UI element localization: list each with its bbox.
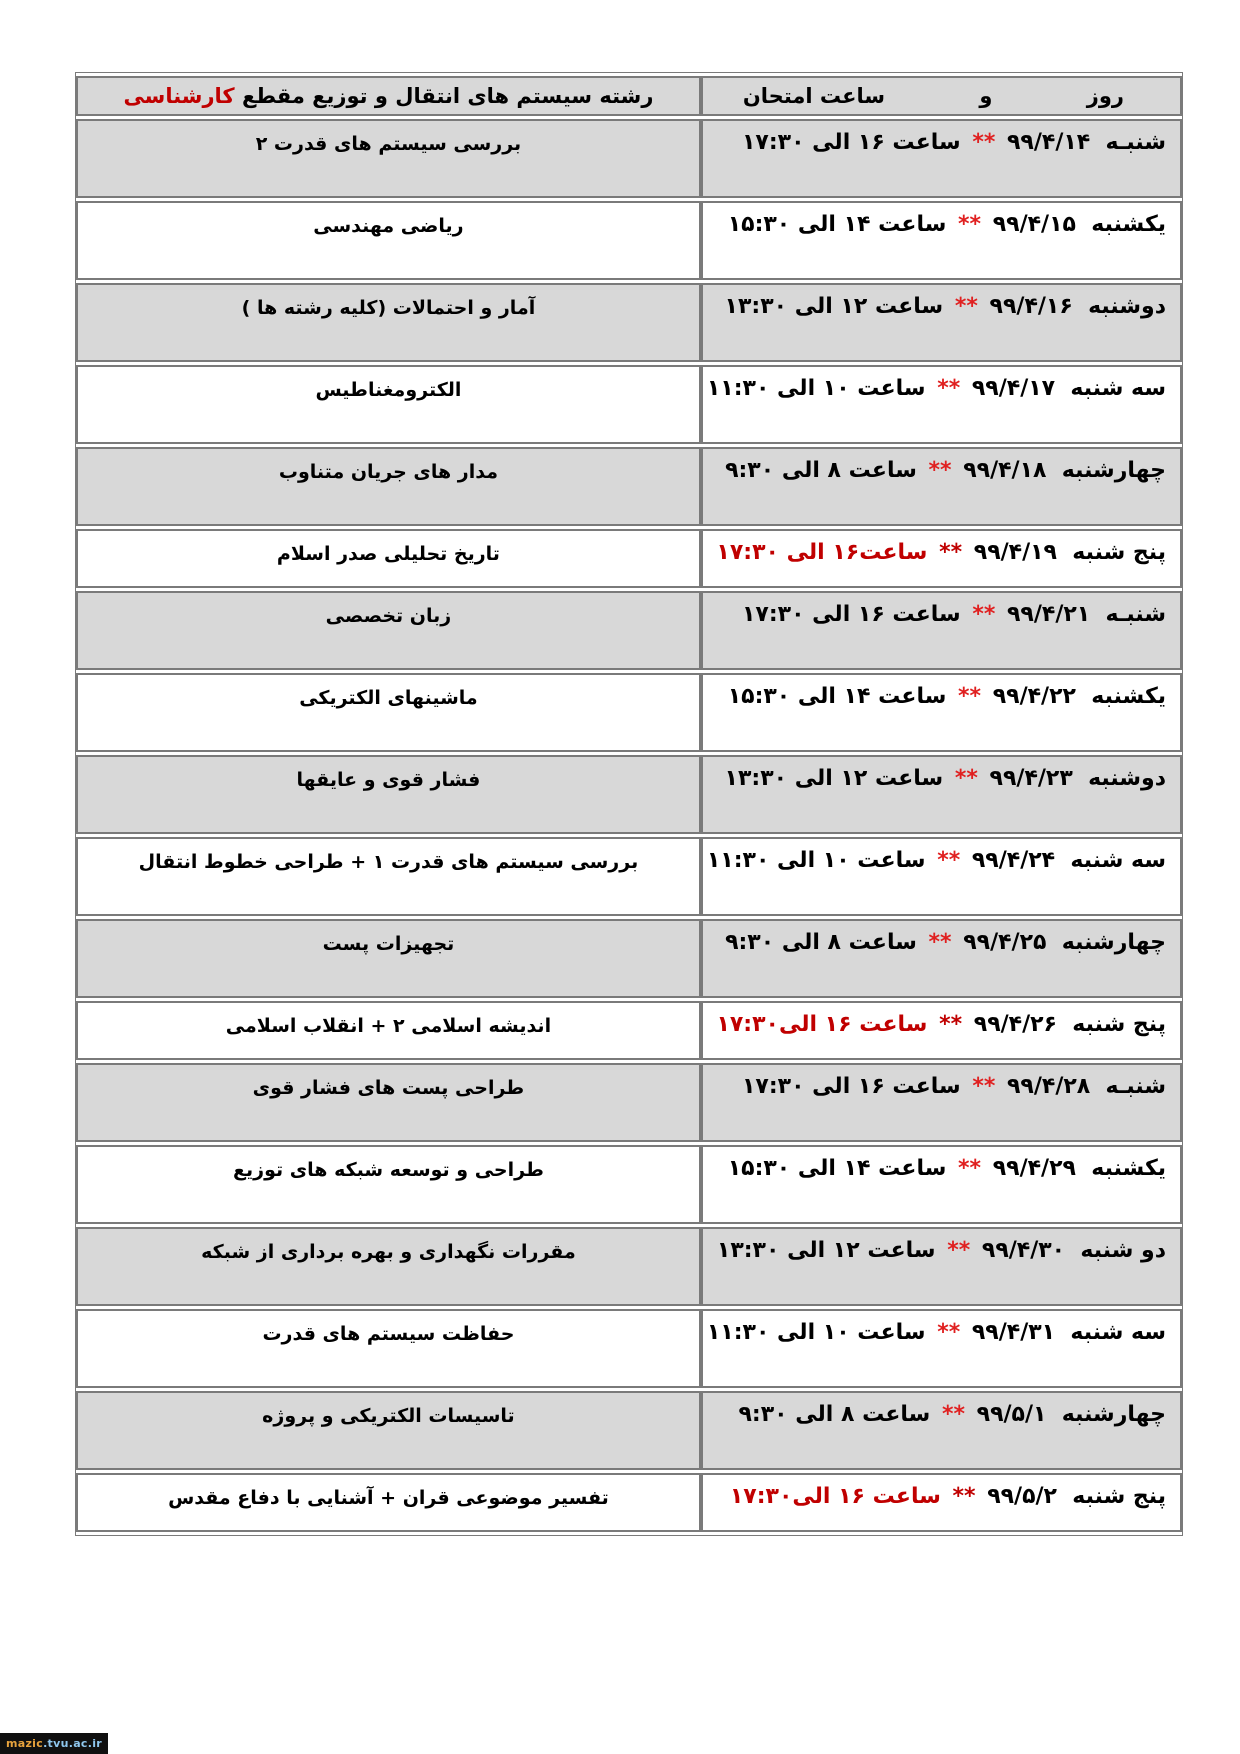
course-name: بررسی سیستم های قدرت ۱ + طراحی خطوط انتقال bbox=[138, 851, 639, 873]
table-row bbox=[76, 919, 1182, 998]
course-name: آمار و احتمالات (کلیه رشته ها ) bbox=[241, 297, 536, 319]
time-text: ساعت ۱۶ الی۱۷:۳۰ bbox=[716, 1012, 928, 1037]
asterisks: ** bbox=[954, 766, 978, 791]
asterisks: ** bbox=[958, 1156, 982, 1181]
asterisks: ** bbox=[958, 684, 982, 709]
time-text: ساعت ۱۲ الی ۱۳:۳۰ bbox=[716, 1238, 936, 1263]
course-cell bbox=[76, 591, 701, 670]
day-time-cell bbox=[701, 837, 1182, 916]
course-cell bbox=[76, 1145, 701, 1224]
time-text: ساعت ۱۰ الی ۱۱:۳۰ bbox=[706, 848, 926, 873]
day-date-text: شنبـه ۹۹/۴/۲۱ bbox=[1007, 602, 1166, 627]
course-cell bbox=[76, 837, 701, 916]
course-name: مقررات نگهداری و بهره برداری از شبکه bbox=[201, 1241, 576, 1263]
watermark-site-suffix: .tvu.ac.ir bbox=[43, 1737, 103, 1750]
day-time-cell bbox=[701, 1309, 1182, 1388]
day-time-cell bbox=[701, 201, 1182, 280]
course-name: تاسیسات الکتریکی و پروژه bbox=[262, 1405, 515, 1427]
table-row bbox=[76, 1145, 1182, 1224]
day-date-text: چهارشنبه ۹۹/۴/۱۸ bbox=[963, 458, 1166, 483]
table-row bbox=[76, 591, 1182, 670]
course-name: طراحی پست های فشار قوی bbox=[252, 1077, 525, 1099]
day-time-cell bbox=[701, 365, 1182, 444]
time-text: ساعت ۱۲ الی ۱۳:۳۰ bbox=[724, 294, 944, 319]
exam-schedule bbox=[75, 72, 1183, 1536]
day-label: روز bbox=[1086, 84, 1124, 108]
table-row bbox=[76, 1063, 1182, 1142]
day-time-cell bbox=[701, 1001, 1182, 1060]
day-time-cell bbox=[701, 529, 1182, 588]
day-time-cell bbox=[701, 591, 1182, 670]
day-time-cell bbox=[701, 1145, 1182, 1224]
exam-time-label: ساعت امتحان bbox=[742, 84, 886, 108]
day-date-text: پنج شنبه ۹۹/۴/۲۶ bbox=[973, 1012, 1166, 1037]
asterisks: ** bbox=[937, 1320, 961, 1345]
day-time-cell bbox=[701, 447, 1182, 526]
table-row bbox=[76, 1001, 1182, 1060]
course-cell bbox=[76, 529, 701, 588]
day-time-cell bbox=[701, 673, 1182, 752]
time-text: ساعت ۱۴ الی ۱۵:۳۰ bbox=[727, 684, 947, 709]
day-date-text: پنج شنبه ۹۹/۴/۱۹ bbox=[973, 540, 1166, 565]
course-cell bbox=[76, 1473, 701, 1532]
asterisks: ** bbox=[972, 602, 996, 627]
table-row bbox=[76, 1309, 1182, 1388]
table-row bbox=[76, 447, 1182, 526]
course-name: اندیشه اسلامی ۲ + انقلاب اسلامی bbox=[225, 1015, 552, 1037]
day-time-cell bbox=[701, 1063, 1182, 1142]
course-cell bbox=[76, 919, 701, 998]
asterisks: ** bbox=[939, 1012, 963, 1037]
course-cell bbox=[76, 447, 701, 526]
degree-level-label: کارشناسی bbox=[123, 84, 235, 108]
course-name: ریاضی مهندسی bbox=[313, 215, 464, 237]
table-row bbox=[76, 1391, 1182, 1470]
header-day-time-labels bbox=[707, 84, 1166, 108]
asterisks: ** bbox=[941, 1402, 965, 1427]
day-date-text: یکشنبه ۹۹/۴/۲۹ bbox=[992, 1156, 1166, 1181]
asterisks: ** bbox=[937, 848, 961, 873]
day-time-cell bbox=[701, 755, 1182, 834]
day-time-cell bbox=[701, 119, 1182, 198]
time-text: ساعت ۸ الی ۹:۳۰ bbox=[725, 930, 917, 955]
course-name: تفسیر موضوعی قران + آشنایی با دفاع مقدس bbox=[168, 1487, 609, 1509]
table-row bbox=[76, 1473, 1182, 1532]
asterisks: ** bbox=[937, 376, 961, 401]
course-cell bbox=[76, 365, 701, 444]
course-name: ماشینهای الکتریکی bbox=[299, 687, 478, 709]
time-text: ساعت ۱۶ الی ۱۷:۳۰ bbox=[742, 1074, 961, 1099]
day-date-text: دوشنبه ۹۹/۴/۲۳ bbox=[989, 766, 1166, 791]
and-label: و bbox=[979, 84, 993, 108]
time-text: ساعت ۸ الی ۹:۳۰ bbox=[725, 458, 917, 483]
course-name: تاریخ تحلیلی صدر اسلام bbox=[276, 543, 500, 565]
time-text: ساعت ۱۴ الی ۱۵:۳۰ bbox=[727, 1156, 947, 1181]
day-date-text: دو شنبه ۹۹/۴/۳۰ bbox=[981, 1238, 1166, 1263]
day-date-text: شنبـه ۹۹/۴/۱۴ bbox=[1007, 130, 1166, 155]
header-course-cell bbox=[76, 76, 701, 116]
day-date-text: شنبـه ۹۹/۴/۲۸ bbox=[1007, 1074, 1166, 1099]
table-row bbox=[76, 283, 1182, 362]
asterisks: ** bbox=[928, 458, 952, 483]
schedule-rows bbox=[76, 76, 1182, 1532]
field-title: رشته سیستم های انتقال و توزیع مقطع bbox=[241, 84, 654, 108]
asterisks: ** bbox=[958, 212, 982, 237]
day-date-text: یکشنبه ۹۹/۴/۲۲ bbox=[992, 684, 1166, 709]
table-row bbox=[76, 837, 1182, 916]
day-time-cell bbox=[701, 1473, 1182, 1532]
course-cell bbox=[76, 1063, 701, 1142]
course-cell bbox=[76, 201, 701, 280]
time-text: ساعت ۱۰ الی ۱۱:۳۰ bbox=[706, 1320, 926, 1345]
day-date-text: پنج شنبه ۹۹/۵/۲ bbox=[987, 1484, 1166, 1509]
course-name: حفاظت سیستم های قدرت bbox=[262, 1323, 515, 1345]
table-row bbox=[76, 673, 1182, 752]
day-date-text: دوشنبه ۹۹/۴/۱۶ bbox=[989, 294, 1166, 319]
day-time-cell bbox=[701, 283, 1182, 362]
course-cell bbox=[76, 1309, 701, 1388]
day-date-text: سه شنبه ۹۹/۴/۳۱ bbox=[971, 1320, 1166, 1345]
day-time-cell bbox=[701, 1227, 1182, 1306]
time-text: ساعت ۱۰ الی ۱۱:۳۰ bbox=[706, 376, 926, 401]
time-text: ساعت ۱۶ الی۱۷:۳۰ bbox=[729, 1484, 941, 1509]
time-text: ساعت۱۶ الی ۱۷:۳۰ bbox=[716, 540, 928, 565]
time-text: ساعت ۸ الی ۹:۳۰ bbox=[738, 1402, 931, 1427]
course-name: تجهیزات پست bbox=[322, 933, 455, 955]
course-cell bbox=[76, 283, 701, 362]
course-name: بررسی سیستم های قدرت ۲ bbox=[255, 133, 522, 155]
day-date-text: سه شنبه ۹۹/۴/۱۷ bbox=[971, 376, 1166, 401]
asterisks: ** bbox=[972, 1074, 996, 1099]
course-cell bbox=[76, 1227, 701, 1306]
course-name: زبان تخصصی bbox=[325, 605, 452, 627]
asterisks: ** bbox=[954, 294, 978, 319]
asterisks: ** bbox=[972, 130, 996, 155]
course-cell bbox=[76, 119, 701, 198]
exam-schedule-table bbox=[75, 72, 1183, 1536]
watermark-site-prefix: mazic bbox=[6, 1737, 44, 1750]
day-date-text: چهارشنبه ۹۹/۵/۱ bbox=[976, 1402, 1166, 1427]
asterisks: ** bbox=[952, 1484, 976, 1509]
day-time-cell bbox=[701, 1391, 1182, 1470]
header-day-time-cell bbox=[701, 76, 1182, 116]
watermark bbox=[0, 1733, 108, 1754]
time-text: ساعت ۱۴ الی ۱۵:۳۰ bbox=[727, 212, 947, 237]
course-cell bbox=[76, 673, 701, 752]
time-text: ساعت ۱۶ الی ۱۷:۳۰ bbox=[742, 130, 961, 155]
table-row bbox=[76, 1227, 1182, 1306]
course-name: فشار قوی و عایقها bbox=[296, 769, 481, 791]
course-name: الکترومغناطیس bbox=[315, 379, 462, 401]
course-name: طراحی و توسعه شبکه های توزیع bbox=[233, 1159, 544, 1181]
header-row bbox=[76, 76, 1182, 116]
day-time-cell bbox=[701, 919, 1182, 998]
asterisks: ** bbox=[947, 1238, 971, 1263]
course-cell bbox=[76, 1391, 701, 1470]
course-name: مدار های جریان متناوب bbox=[278, 461, 498, 483]
table-row bbox=[76, 201, 1182, 280]
course-cell bbox=[76, 755, 701, 834]
day-date-text: چهارشنبه ۹۹/۴/۲۵ bbox=[963, 930, 1166, 955]
day-date-text: سه شنبه ۹۹/۴/۲۴ bbox=[971, 848, 1166, 873]
asterisks: ** bbox=[939, 540, 963, 565]
asterisks: ** bbox=[928, 930, 952, 955]
table-row bbox=[76, 119, 1182, 198]
time-text: ساعت ۱۲ الی ۱۳:۳۰ bbox=[724, 766, 944, 791]
time-text: ساعت ۱۶ الی ۱۷:۳۰ bbox=[742, 602, 961, 627]
table-row bbox=[76, 365, 1182, 444]
day-date-text: یکشنبه ۹۹/۴/۱۵ bbox=[992, 212, 1166, 237]
table-row bbox=[76, 529, 1182, 588]
course-cell bbox=[76, 1001, 701, 1060]
table-row bbox=[76, 755, 1182, 834]
